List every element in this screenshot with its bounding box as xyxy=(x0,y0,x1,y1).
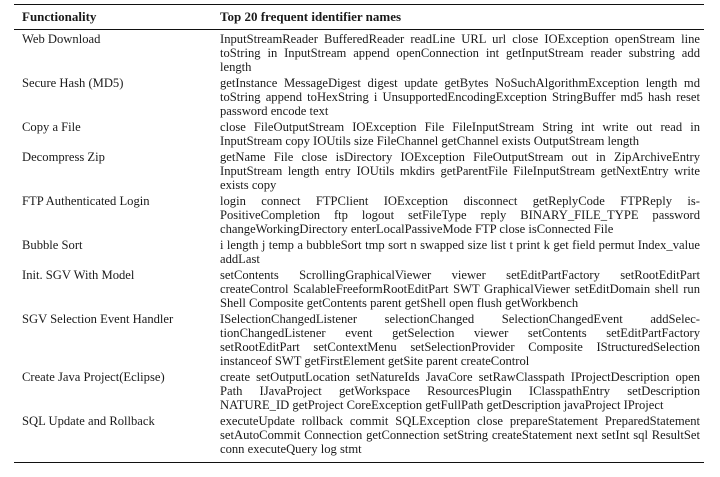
functionality-cell: FTP Authenticated Login xyxy=(22,193,150,208)
table-row xyxy=(14,194,704,237)
functionality-cell: Init. SGV With Model xyxy=(22,267,135,282)
table-row xyxy=(14,268,704,311)
identifiers-cell: getName File close isDirectory IOException FileOutputStream out in ZipArchiveEntry InputStream length entry IOUtils mkdirs getParentFile FileInputStream getNextEntry write exists copy xyxy=(220,149,700,193)
table-row xyxy=(14,370,704,413)
functionality-cell: SQL Update and Rollback xyxy=(22,413,155,428)
identifiers-cell: create setOutputLocation setNatureIds JavaCore setRawClasspath IProjectDescription open Path IJavaProject getWorkspace ResourcesPlugin IClasspathEntry setDescription NATURE_ID getProject CoreException getFullPath getDescription javaProject IProject xyxy=(220,369,700,413)
table-bottom-rule xyxy=(14,462,704,463)
table-row xyxy=(14,312,704,369)
table-row xyxy=(14,414,704,457)
header-identifiers: Top 20 frequent identifier names xyxy=(220,9,402,24)
identifiers-cell: getInstance MessageDigest digest update getBytes NoSuchAlgorithmException length md toString append toHexString i UnsupportedEncodingException StringBuffer md5 hash reset password encode text xyxy=(220,76,700,119)
functionality-cell: Copy a File xyxy=(22,120,81,134)
identifiers-cell: close FileOutputStream IOException File FileInputStream String int write out read in InputStream copy IOUtils size FileChannel getChannel exists OutputStream length xyxy=(220,120,700,149)
functionality-cell: Web Download xyxy=(22,32,101,46)
functionality-cell: Secure Hash (MD5) xyxy=(22,76,124,90)
functionality-cell: Bubble Sort xyxy=(22,237,83,252)
functionality-cell: SGV Selection Event Handler xyxy=(22,311,174,326)
header-functionality: Functionality xyxy=(22,9,97,24)
table-header xyxy=(14,5,704,29)
functionality-cell: Decompress Zip xyxy=(22,149,105,164)
table-row xyxy=(14,120,704,148)
table-row xyxy=(14,150,704,193)
identifiers-cell: InputStreamReader BufferedReader readLine URL url close IOException openStream line toString in InputStream append openConnection int getInputStream reader substring add length xyxy=(220,32,700,75)
identifiers-cell: setContents ScrollingGraphicalViewer viewer setEditPartFactory setRootEditPart createControl ScalableFreeformRootEditPart SWT GraphicalViewer setEditDomain shell run Shell Composite getContents parent getShell open flush getWorkbench xyxy=(220,267,700,310)
identifiers-cell: executeUpdate rollback commit SQLException close prepareStatement PreparedStatement setAutoCommit Connection getConnection setString createStatement next setInt sql ResultSet conn executeQuery log stmt xyxy=(220,413,700,457)
identifiers-cell: i length j temp a bubbleSort tmp sort n swapped size list t print k get field permut Index_value addLast xyxy=(220,237,700,266)
table-row xyxy=(14,32,704,75)
table-row xyxy=(14,76,704,119)
table-body xyxy=(14,30,704,456)
identifiers-cell: login connect FTPClient IOException disconnect getReplyCode FTPReply isPositiveCompletion ftp logout setFileType reply BINARY_FILE_TYPE password changeWorkingDirectory enterLocalPassiveMode FTP close isConnected File xyxy=(220,193,700,237)
identifiers-cell: ISelectionChangedListener selectionChanged SelectionChangedEvent addSelectionChangedListener event getSelection viewer setContents setEditPartFactory setRootEditPart setContextMenu setSelectionProvider Composite IStructuredSelection instanceof SWT getFirstElement getSite parent createControl xyxy=(220,311,700,369)
functionality-cell: Create Java Project(Eclipse) xyxy=(22,369,165,384)
table-row xyxy=(14,238,704,266)
identifier-table xyxy=(14,4,704,463)
